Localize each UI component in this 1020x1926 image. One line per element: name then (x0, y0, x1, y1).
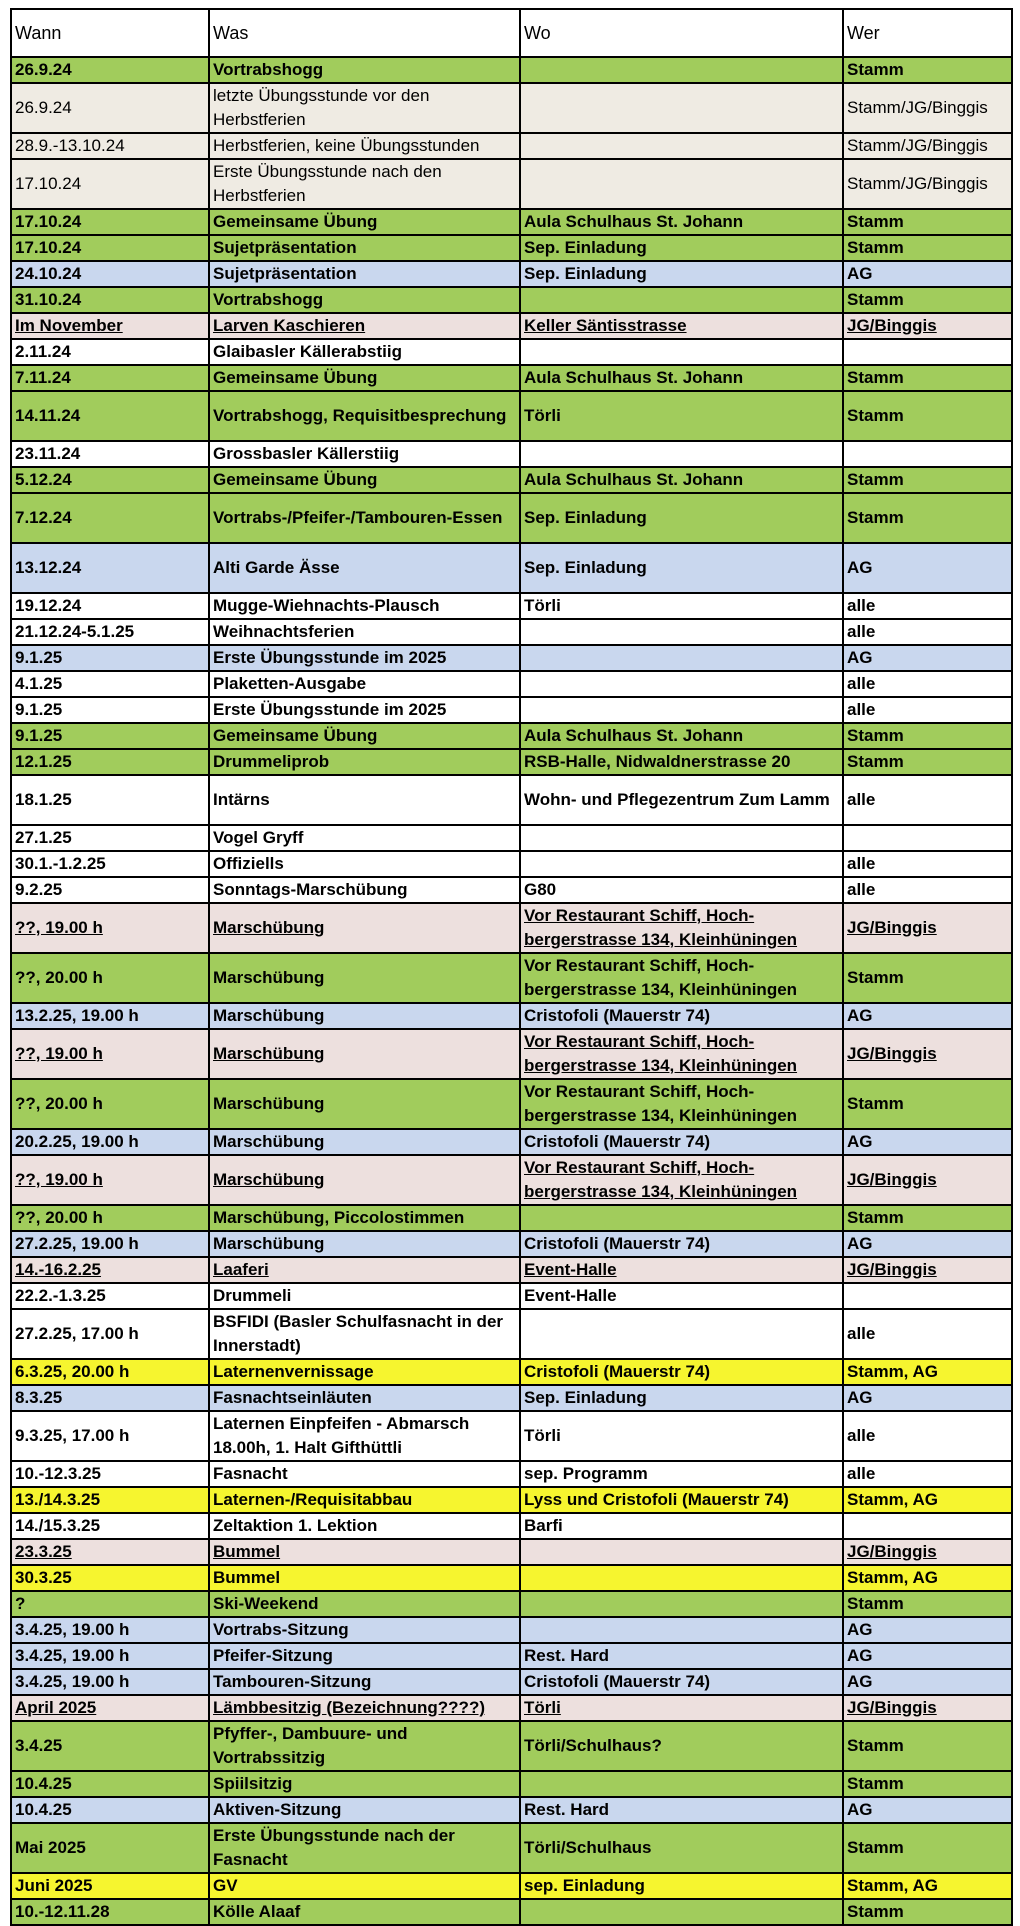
cell-wer: AG (843, 1231, 1012, 1257)
cell-wo (520, 1565, 843, 1591)
table-row (11, 1771, 1012, 1797)
cell-wer: AG (843, 1669, 1012, 1695)
cell-wer: AG (843, 1643, 1012, 1669)
cell-wann: 21.12.24-5.1.25 (11, 619, 209, 645)
table-row (11, 1205, 1012, 1231)
header-wo: Wo (520, 9, 843, 57)
cell-wer: Stamm/JG/Binggis (843, 83, 1012, 133)
cell-wer (843, 1283, 1012, 1309)
table-row (11, 1513, 1012, 1539)
cell-wann: 9.2.25 (11, 877, 209, 903)
cell-wann: ??, 19.00 h (11, 903, 209, 953)
cell-was: Zeltaktion 1. Lektion (209, 1513, 520, 1539)
cell-was: Erste Übungsstunde im 2025 (209, 645, 520, 671)
cell-wo: Vor Restaurant Schiff, Hoch-bergerstrasse 134, Kleinhüningen (520, 1155, 843, 1205)
table-row (11, 1359, 1012, 1385)
cell-wo (520, 1771, 843, 1797)
cell-wann: 7.12.24 (11, 493, 209, 543)
table-row (11, 1539, 1012, 1565)
cell-wo: RSB-Halle, Nidwaldnerstrasse 20 (520, 749, 843, 775)
cell-was: Glaibasler Källerabstiig (209, 339, 520, 365)
cell-was: Gemeinsame Übung (209, 365, 520, 391)
cell-wann: 7.11.24 (11, 365, 209, 391)
cell-was: Laternen Einpfeifen - Abmarsch 18.00h, 1. Halt Gifthüttli (209, 1411, 520, 1461)
cell-wo: Wohn- und Pflegezentrum Zum Lamm (520, 775, 843, 825)
cell-wann: 14.-16.2.25 (11, 1257, 209, 1283)
cell-wo: Törli (520, 391, 843, 441)
cell-wann: 17.10.24 (11, 159, 209, 209)
cell-wann: 14./15.3.25 (11, 1513, 209, 1539)
cell-was: Marschübung (209, 1231, 520, 1257)
table-row (11, 261, 1012, 287)
cell-wann: 13./14.3.25 (11, 1487, 209, 1513)
cell-wo: Barfi (520, 1513, 843, 1539)
cell-wo (520, 671, 843, 697)
cell-wo: Törli (520, 1695, 843, 1721)
table-row (11, 1591, 1012, 1617)
header-row (11, 9, 1012, 57)
cell-wo: Keller Säntisstrasse (520, 313, 843, 339)
table-row (11, 1385, 1012, 1411)
cell-was: Alti Garde Ässe (209, 543, 520, 593)
cell-was: Marschübung (209, 903, 520, 953)
cell-was: Grossbasler Källerstiig (209, 441, 520, 467)
cell-wo (520, 441, 843, 467)
cell-wann: 27.2.25, 19.00 h (11, 1231, 209, 1257)
table-row (11, 953, 1012, 1003)
table-row (11, 57, 1012, 83)
cell-wer: Stamm (843, 1899, 1012, 1925)
cell-wann: 3.4.25, 19.00 h (11, 1617, 209, 1643)
table-row (11, 1823, 1012, 1873)
table-row (11, 723, 1012, 749)
table-row (11, 1873, 1012, 1899)
cell-wo: Törli/Schulhaus? (520, 1721, 843, 1771)
cell-wer (843, 339, 1012, 365)
cell-was: Laternenvernissage (209, 1359, 520, 1385)
cell-was: Vortrabs-Sitzung (209, 1617, 520, 1643)
cell-wo: Cristofoli (Mauerstr 74) (520, 1359, 843, 1385)
cell-wer: alle (843, 671, 1012, 697)
table-row (11, 1309, 1012, 1359)
table-row (11, 645, 1012, 671)
cell-wo: Event-Halle (520, 1283, 843, 1309)
table-row (11, 1461, 1012, 1487)
table-row (11, 1283, 1012, 1309)
cell-wer (843, 441, 1012, 467)
cell-wann: Mai 2025 (11, 1823, 209, 1873)
cell-was: Gemeinsame Übung (209, 723, 520, 749)
cell-was: Erste Übungsstunde nach den Herbstferien (209, 159, 520, 209)
cell-wo: Sep. Einladung (520, 493, 843, 543)
cell-wer: AG (843, 1797, 1012, 1823)
cell-wer: JG/Binggis (843, 1695, 1012, 1721)
cell-wann: 13.12.24 (11, 543, 209, 593)
table-row (11, 1029, 1012, 1079)
cell-wann: 8.3.25 (11, 1385, 209, 1411)
table-row (11, 313, 1012, 339)
cell-wo (520, 57, 843, 83)
cell-wer: JG/Binggis (843, 313, 1012, 339)
cell-was: Tambouren-Sitzung (209, 1669, 520, 1695)
cell-wer: AG (843, 645, 1012, 671)
table-row (11, 235, 1012, 261)
cell-wo: Törli (520, 1411, 843, 1461)
cell-wo: Aula Schulhaus St. Johann (520, 723, 843, 749)
table-row (11, 1617, 1012, 1643)
cell-wo: Cristofoli (Mauerstr 74) (520, 1003, 843, 1029)
cell-wo: Sep. Einladung (520, 1385, 843, 1411)
cell-wann: ??, 20.00 h (11, 953, 209, 1003)
cell-wer: Stamm (843, 1721, 1012, 1771)
cell-wer: Stamm/JG/Binggis (843, 133, 1012, 159)
cell-wer: alle (843, 1309, 1012, 1359)
cell-wo: Aula Schulhaus St. Johann (520, 467, 843, 493)
cell-wann: ??, 19.00 h (11, 1155, 209, 1205)
cell-wer: Stamm, AG (843, 1565, 1012, 1591)
cell-wann: 6.3.25, 20.00 h (11, 1359, 209, 1385)
cell-was: Vortrabshogg (209, 57, 520, 83)
table-row (11, 339, 1012, 365)
cell-wo: Aula Schulhaus St. Johann (520, 365, 843, 391)
cell-was: Herbstferien, keine Übungsstunden (209, 133, 520, 159)
table-row (11, 697, 1012, 723)
table-row (11, 1231, 1012, 1257)
cell-wer: JG/Binggis (843, 1029, 1012, 1079)
cell-wo: Cristofoli (Mauerstr 74) (520, 1129, 843, 1155)
cell-wann: 20.2.25, 19.00 h (11, 1129, 209, 1155)
table-row (11, 1669, 1012, 1695)
table-row (11, 1797, 1012, 1823)
cell-wo: Cristofoli (Mauerstr 74) (520, 1669, 843, 1695)
cell-was: Ski-Weekend (209, 1591, 520, 1617)
cell-wann: 9.1.25 (11, 697, 209, 723)
cell-was: Erste Übungsstunde im 2025 (209, 697, 520, 723)
cell-wer: AG (843, 1617, 1012, 1643)
cell-wann: 26.9.24 (11, 83, 209, 133)
cell-wann: Juni 2025 (11, 1873, 209, 1899)
cell-wer: Stamm (843, 287, 1012, 313)
cell-wo: Cristofoli (Mauerstr 74) (520, 1231, 843, 1257)
cell-wann: 13.2.25, 19.00 h (11, 1003, 209, 1029)
cell-wer: AG (843, 261, 1012, 287)
cell-wo: Vor Restaurant Schiff, Hoch-bergerstrasse 134, Kleinhüningen (520, 953, 843, 1003)
table-row (11, 851, 1012, 877)
cell-wann: 2.11.24 (11, 339, 209, 365)
cell-wer: alle (843, 619, 1012, 645)
cell-wann: 19.12.24 (11, 593, 209, 619)
cell-was: Vogel Gryff (209, 825, 520, 851)
cell-wo: Event-Halle (520, 1257, 843, 1283)
cell-wer: AG (843, 543, 1012, 593)
cell-wann: 9.1.25 (11, 645, 209, 671)
cell-was: Sujetpräsentation (209, 235, 520, 261)
cell-wer: Stamm (843, 1205, 1012, 1231)
cell-was: Marschübung (209, 953, 520, 1003)
cell-wer: Stamm, AG (843, 1359, 1012, 1385)
cell-wer: JG/Binggis (843, 1539, 1012, 1565)
cell-wo (520, 83, 843, 133)
cell-wo (520, 1309, 843, 1359)
cell-wann: 4.1.25 (11, 671, 209, 697)
cell-wo (520, 851, 843, 877)
cell-wann: 23.3.25 (11, 1539, 209, 1565)
cell-was: Marschübung (209, 1129, 520, 1155)
cell-wer: alle (843, 1411, 1012, 1461)
cell-wer: AG (843, 1003, 1012, 1029)
table-row (11, 671, 1012, 697)
cell-was: Vortrabs-/Pfeifer-/Tambouren-Essen (209, 493, 520, 543)
cell-wann: 3.4.25, 19.00 h (11, 1643, 209, 1669)
cell-wo: Törli/Schulhaus (520, 1823, 843, 1873)
cell-wo (520, 619, 843, 645)
cell-wann: 10.-12.11.28 (11, 1899, 209, 1925)
cell-wann: 31.10.24 (11, 287, 209, 313)
table-row (11, 1079, 1012, 1129)
cell-was: Weihnachtsferien (209, 619, 520, 645)
cell-wer: alle (843, 697, 1012, 723)
table-row (11, 1487, 1012, 1513)
table-row (11, 903, 1012, 953)
cell-wo: Vor Restaurant Schiff, Hoch-bergerstrasse 134, Kleinhüningen (520, 903, 843, 953)
cell-wer: alle (843, 775, 1012, 825)
cell-was: Pfeifer-Sitzung (209, 1643, 520, 1669)
cell-was: Fasnacht (209, 1461, 520, 1487)
header-wann: Wann (11, 9, 209, 57)
cell-wo (520, 287, 843, 313)
cell-wann: 27.1.25 (11, 825, 209, 851)
cell-wann: 12.1.25 (11, 749, 209, 775)
cell-wer: Stamm, AG (843, 1487, 1012, 1513)
table-row (11, 1695, 1012, 1721)
cell-wann: 30.1.-1.2.25 (11, 851, 209, 877)
schedule-table (10, 8, 1013, 1926)
cell-was: Mugge-Wiehnachts-Plausch (209, 593, 520, 619)
table-row (11, 1899, 1012, 1925)
cell-wer: Stamm (843, 467, 1012, 493)
cell-was: Marschübung (209, 1079, 520, 1129)
cell-wann: ? (11, 1591, 209, 1617)
table-row (11, 543, 1012, 593)
cell-wer: Stamm (843, 365, 1012, 391)
cell-wo: Törli (520, 593, 843, 619)
cell-was: Sujetpräsentation (209, 261, 520, 287)
cell-wann: 27.2.25, 17.00 h (11, 1309, 209, 1359)
cell-was: Spiilsitzig (209, 1771, 520, 1797)
cell-wann: 9.3.25, 17.00 h (11, 1411, 209, 1461)
cell-was: letzte Übungsstunde vor den Herbstferien (209, 83, 520, 133)
cell-was: Gemeinsame Übung (209, 209, 520, 235)
cell-wer: alle (843, 877, 1012, 903)
cell-was: Drummeliprob (209, 749, 520, 775)
table-row (11, 209, 1012, 235)
cell-wer: alle (843, 1461, 1012, 1487)
cell-was: Laaferi (209, 1257, 520, 1283)
cell-wer: Stamm (843, 1591, 1012, 1617)
cell-wann: 30.3.25 (11, 1565, 209, 1591)
cell-wer: Stamm (843, 1823, 1012, 1873)
cell-wo (520, 1617, 843, 1643)
cell-wo: G80 (520, 877, 843, 903)
cell-wann: 22.2.-1.3.25 (11, 1283, 209, 1309)
schedule-body (11, 57, 1012, 1925)
cell-wann: 24.10.24 (11, 261, 209, 287)
cell-wo: Rest. Hard (520, 1643, 843, 1669)
cell-wann: ??, 19.00 h (11, 1029, 209, 1079)
cell-was: Offiziells (209, 851, 520, 877)
cell-was: Marschübung (209, 1155, 520, 1205)
cell-was: Marschübung (209, 1003, 520, 1029)
header-wer: Wer (843, 9, 1012, 57)
cell-was: Kölle Alaaf (209, 1899, 520, 1925)
cell-was: GV (209, 1873, 520, 1899)
cell-was: Aktiven-Sitzung (209, 1797, 520, 1823)
cell-wann: 10.4.25 (11, 1797, 209, 1823)
cell-was: Gemeinsame Übung (209, 467, 520, 493)
cell-wo: Sep. Einladung (520, 261, 843, 287)
cell-was: Lämbbesitzig (Bezeichnung????) (209, 1695, 520, 1721)
table-row (11, 159, 1012, 209)
cell-was: Larven Kaschieren (209, 313, 520, 339)
cell-wer: JG/Binggis (843, 903, 1012, 953)
cell-wann: 10.4.25 (11, 1771, 209, 1797)
cell-was: Marschübung (209, 1029, 520, 1079)
cell-wer: AG (843, 1129, 1012, 1155)
header-was: Was (209, 9, 520, 57)
table-row (11, 467, 1012, 493)
table-row (11, 493, 1012, 543)
cell-was: Sonntags-Marschübung (209, 877, 520, 903)
cell-wer: Stamm (843, 953, 1012, 1003)
cell-was: Bummel (209, 1539, 520, 1565)
cell-wer: Stamm/JG/Binggis (843, 159, 1012, 209)
cell-was: Plaketten-Ausgabe (209, 671, 520, 697)
cell-wo: Rest. Hard (520, 1797, 843, 1823)
table-row (11, 1155, 1012, 1205)
cell-was: Pfyffer-, Dambuure- und Vortrabssitzig (209, 1721, 520, 1771)
table-row (11, 391, 1012, 441)
table-row (11, 1643, 1012, 1669)
table-row (11, 441, 1012, 467)
cell-wo (520, 1591, 843, 1617)
cell-wo: Vor Restaurant Schiff, Hoch-bergerstrasse 134, Kleinhüningen (520, 1079, 843, 1129)
table-row (11, 1003, 1012, 1029)
cell-wo (520, 697, 843, 723)
table-row (11, 1565, 1012, 1591)
cell-was: Laternen-/Requisitabbau (209, 1487, 520, 1513)
cell-wer: Stamm (843, 1771, 1012, 1797)
cell-was: Vortrabshogg, Requisitbesprechung (209, 391, 520, 441)
cell-wann: 5.12.24 (11, 467, 209, 493)
table-row (11, 877, 1012, 903)
cell-wer: Stamm (843, 209, 1012, 235)
cell-wann: 14.11.24 (11, 391, 209, 441)
cell-wer: Stamm (843, 1079, 1012, 1129)
cell-wann: 28.9.-13.10.24 (11, 133, 209, 159)
table-row (11, 1257, 1012, 1283)
table-row (11, 365, 1012, 391)
cell-wer: Stamm, AG (843, 1873, 1012, 1899)
cell-wer: Stamm (843, 391, 1012, 441)
table-row (11, 1411, 1012, 1461)
cell-wann: ??, 20.00 h (11, 1079, 209, 1129)
cell-wann: 17.10.24 (11, 235, 209, 261)
cell-was: Bummel (209, 1565, 520, 1591)
cell-wo (520, 1539, 843, 1565)
cell-was: Intärns (209, 775, 520, 825)
cell-wer: alle (843, 593, 1012, 619)
cell-wann: 23.11.24 (11, 441, 209, 467)
cell-wer: Stamm (843, 57, 1012, 83)
cell-wer: JG/Binggis (843, 1155, 1012, 1205)
cell-wann: April 2025 (11, 1695, 209, 1721)
cell-was: Fasnachtseinläuten (209, 1385, 520, 1411)
cell-was: Marschübung, Piccolostimmen (209, 1205, 520, 1231)
cell-wann: 26.9.24 (11, 57, 209, 83)
cell-wer: Stamm (843, 749, 1012, 775)
cell-wo (520, 645, 843, 671)
table-row (11, 133, 1012, 159)
cell-wer: AG (843, 1385, 1012, 1411)
table-row (11, 825, 1012, 851)
cell-wann: 18.1.25 (11, 775, 209, 825)
cell-wer: Stamm (843, 493, 1012, 543)
cell-wo (520, 133, 843, 159)
table-row (11, 1721, 1012, 1771)
table-row (11, 775, 1012, 825)
cell-wo (520, 825, 843, 851)
cell-wann: ??, 20.00 h (11, 1205, 209, 1231)
cell-wer: alle (843, 851, 1012, 877)
cell-wo: Vor Restaurant Schiff, Hoch-bergerstrasse 134, Kleinhüningen (520, 1029, 843, 1079)
cell-wo: Sep. Einladung (520, 235, 843, 261)
cell-wann: 10.-12.3.25 (11, 1461, 209, 1487)
cell-wo (520, 159, 843, 209)
table-row (11, 749, 1012, 775)
cell-was: BSFIDI (Basler Schulfasnacht in der Innerstadt) (209, 1309, 520, 1359)
cell-wo: Sep. Einladung (520, 543, 843, 593)
cell-wo: Lyss und Cristofoli (Mauerstr 74) (520, 1487, 843, 1513)
table-row (11, 1129, 1012, 1155)
table-row (11, 593, 1012, 619)
cell-wo (520, 1205, 843, 1231)
table-row (11, 287, 1012, 313)
table-row (11, 83, 1012, 133)
cell-wann: 3.4.25 (11, 1721, 209, 1771)
cell-wann: Im November (11, 313, 209, 339)
cell-wer (843, 825, 1012, 851)
cell-wo (520, 1899, 843, 1925)
cell-wo (520, 339, 843, 365)
cell-wer: JG/Binggis (843, 1257, 1012, 1283)
cell-wo: sep. Programm (520, 1461, 843, 1487)
cell-wer (843, 1513, 1012, 1539)
table-row (11, 619, 1012, 645)
cell-was: Erste Übungsstunde nach der Fasnacht (209, 1823, 520, 1873)
cell-wo: Aula Schulhaus St. Johann (520, 209, 843, 235)
cell-wann: 17.10.24 (11, 209, 209, 235)
cell-wann: 3.4.25, 19.00 h (11, 1669, 209, 1695)
cell-was: Drummeli (209, 1283, 520, 1309)
cell-wer: Stamm (843, 235, 1012, 261)
cell-wann: 9.1.25 (11, 723, 209, 749)
cell-wo: sep. Einladung (520, 1873, 843, 1899)
cell-wer: Stamm (843, 723, 1012, 749)
cell-was: Vortrabshogg (209, 287, 520, 313)
